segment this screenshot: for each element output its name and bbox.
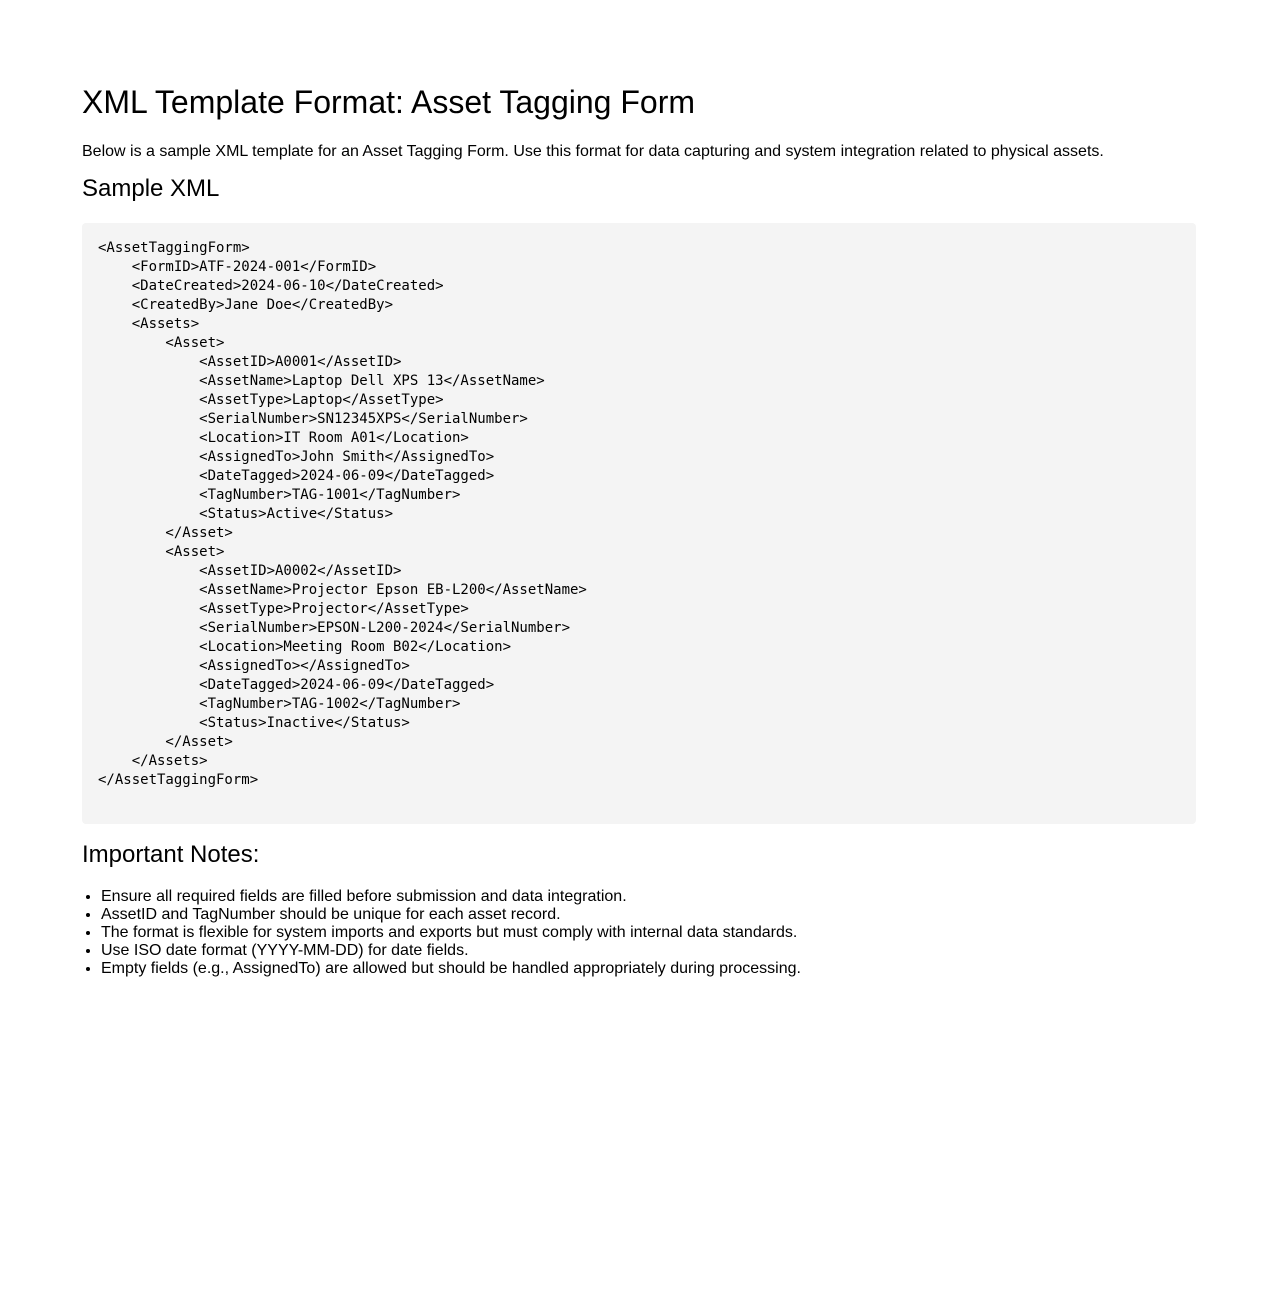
- code-line: <AssignedTo>John Smith</AssignedTo>: [98, 449, 495, 465]
- sample-xml-heading: Sample XML: [82, 175, 220, 202]
- code-line: <FormID>ATF-2024-001</FormID>: [98, 259, 377, 275]
- code-line: </Asset>: [98, 525, 233, 541]
- code-line: <DateTagged>2024-06-09</DateTagged>: [98, 468, 495, 484]
- code-line: <AssetType>Laptop</AssetType>: [98, 392, 444, 408]
- code-line: <Asset>: [98, 544, 225, 560]
- code-line: <Location>Meeting Room B02</Location>: [98, 639, 512, 655]
- page-title: XML Template Format: Asset Tagging Form: [82, 84, 695, 120]
- code-line: </Asset>: [98, 734, 233, 750]
- code-line: <TagNumber>TAG-1001</TagNumber>: [98, 487, 461, 503]
- note-item: • Empty fields (e.g., AssignedTo) are allowed but should be handled appropriately during processing.: [101, 960, 1196, 978]
- code-line: <AssetName>Projector Epson EB-L200</AssetName>: [98, 582, 587, 598]
- note-item: • Use ISO date format (YYYY-MM-DD) for date fields.: [101, 942, 1196, 960]
- code-line: <SerialNumber>EPSON-L200-2024</SerialNumber>: [98, 620, 571, 636]
- code-line: <Asset>: [98, 335, 225, 351]
- code-line: <DateCreated>2024-06-10</DateCreated>: [98, 278, 444, 294]
- code-line: <DateTagged>2024-06-09</DateTagged>: [98, 677, 495, 693]
- code-line: <AssetID>A0001</AssetID>: [98, 354, 402, 370]
- notes-list: [82, 888, 1196, 978]
- code-line: <SerialNumber>SN12345XPS</SerialNumber>: [98, 411, 528, 427]
- note-item: • Ensure all required fields are filled before submission and data integration.: [101, 888, 1196, 906]
- code-line: <AssetName>Laptop Dell XPS 13</AssetName>: [98, 373, 545, 389]
- code-line: <Status>Active</Status>: [98, 506, 394, 522]
- code-line: <Status>Inactive</Status>: [98, 715, 410, 731]
- important-notes-heading: Important Notes:: [82, 841, 260, 868]
- code-line: <AssetType>Projector</AssetType>: [98, 601, 469, 617]
- code-line: <Assets>: [98, 316, 200, 332]
- code-line: <AssetTaggingForm>: [98, 240, 250, 256]
- note-item: • AssetID and TagNumber should be unique for each asset record.: [101, 906, 1196, 924]
- intro-paragraph: Below is a sample XML template for an Asset Tagging Form. Use this format for data capturing and system integration related to physical assets.: [82, 143, 1104, 160]
- code-line: </Assets>: [98, 753, 208, 769]
- code-line: </AssetTaggingForm>: [98, 772, 259, 788]
- code-line: <AssetID>A0002</AssetID>: [98, 563, 402, 579]
- xml-code-block: [82, 223, 1196, 824]
- code-line: <AssignedTo></AssignedTo>: [98, 658, 410, 674]
- note-item: • The format is flexible for system imports and exports but must comply with internal data standards.: [101, 924, 1196, 942]
- code-line: <Location>IT Room A01</Location>: [98, 430, 469, 446]
- code-line: <TagNumber>TAG-1002</TagNumber>: [98, 696, 461, 712]
- code-line: <CreatedBy>Jane Doe</CreatedBy>: [98, 297, 394, 313]
